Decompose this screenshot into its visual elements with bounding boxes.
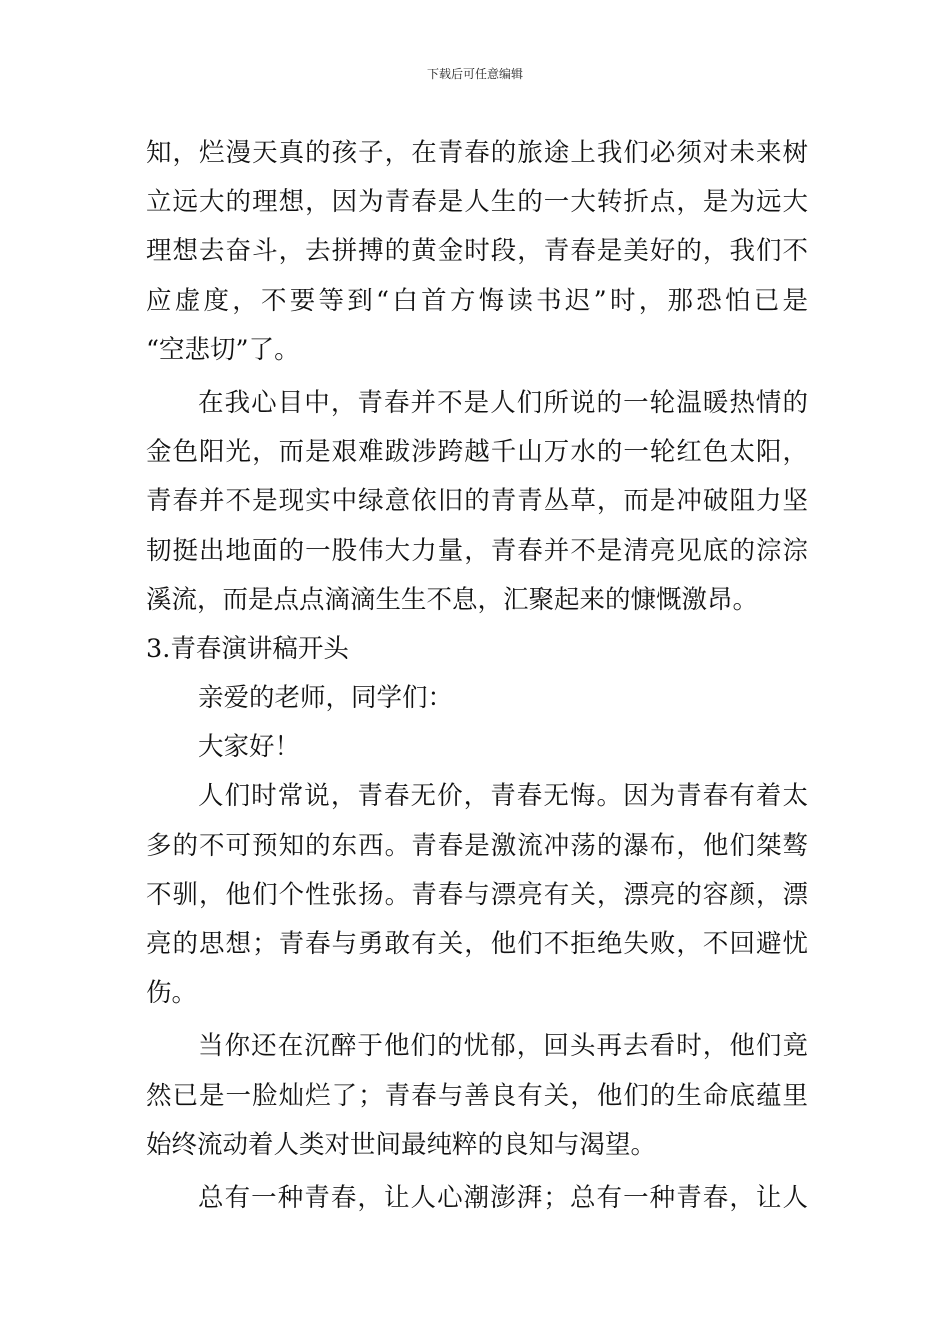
text-line: 当你还在沉醉于他们的忧郁，回头再去看时，他们竟 xyxy=(198,1031,808,1062)
text-line: 然已是一脸灿烂了；青春与善良有关，他们的生命底蕴里 xyxy=(146,1080,808,1111)
text-line: 韧挺出地面的一股伟大力量，青春并不是清亮见底的淙淙 xyxy=(146,535,808,566)
text-line: 不驯，他们个性张扬。青春与漂亮有关，漂亮的容颜，漂 xyxy=(146,879,808,910)
text-line: 多的不可预知的东西。青春是激流冲荡的瀑布，他们桀骜 xyxy=(146,830,808,861)
text-line: “空悲切”了。 xyxy=(146,334,300,365)
paragraph xyxy=(146,129,808,375)
text-line: 理想去奋斗，去拼搏的黄金时段，青春是美好的，我们不 xyxy=(146,236,808,267)
text-line: 总有一种青春，让人心潮澎湃；总有一种青春，让人 xyxy=(198,1182,808,1213)
paragraph xyxy=(146,674,808,723)
text-line: 溪流，而是点点滴滴生生不息，汇聚起来的慷慨激昂。 xyxy=(146,584,759,615)
text-line: 知，烂漫天真的孩子，在青春的旅途上我们必须对未来树 xyxy=(146,138,808,168)
greeting-line: 大家好！ xyxy=(198,732,301,763)
paragraph xyxy=(146,379,808,625)
text-line: 人们时常说，青春无价，青春无悔。因为青春有着太 xyxy=(198,781,808,812)
text-line: 始终流动着人类对世间最纯粹的良知与渴望。 xyxy=(146,1129,657,1160)
text-line: 应虚度，不要等到“白首方悔读书迟”时，那恐怕已是 xyxy=(146,285,808,316)
text-line: 青春并不是现实中绿意依旧的青青丛草，而是冲破阻力坚 xyxy=(146,486,808,517)
paragraph xyxy=(146,1174,808,1223)
section-heading xyxy=(146,625,808,674)
paragraph xyxy=(146,772,808,1018)
text-line: 金色阳光，而是艰难跋涉跨越千山万水的一轮红色太阳， xyxy=(146,437,808,468)
section-heading-text: 3.青春演讲稿开头 xyxy=(146,633,349,664)
page-header: 下载后可任意编辑 xyxy=(426,67,523,81)
text-line: 在我心目中，青春并不是人们所说的一轮温暖热情的 xyxy=(198,387,808,418)
document-body xyxy=(146,129,808,1223)
text-line: 伤。 xyxy=(146,978,198,1009)
salutation-line: 亲爱的老师，同学们： xyxy=(198,683,454,714)
paragraph xyxy=(146,1022,808,1170)
text-line: 亮的思想；青春与勇敢有关，他们不拒绝失败，不回避忧 xyxy=(146,929,808,959)
paragraph xyxy=(146,723,808,772)
text-line: 立远大的理想，因为青春是人生的一大转折点，是为远大 xyxy=(146,187,808,218)
